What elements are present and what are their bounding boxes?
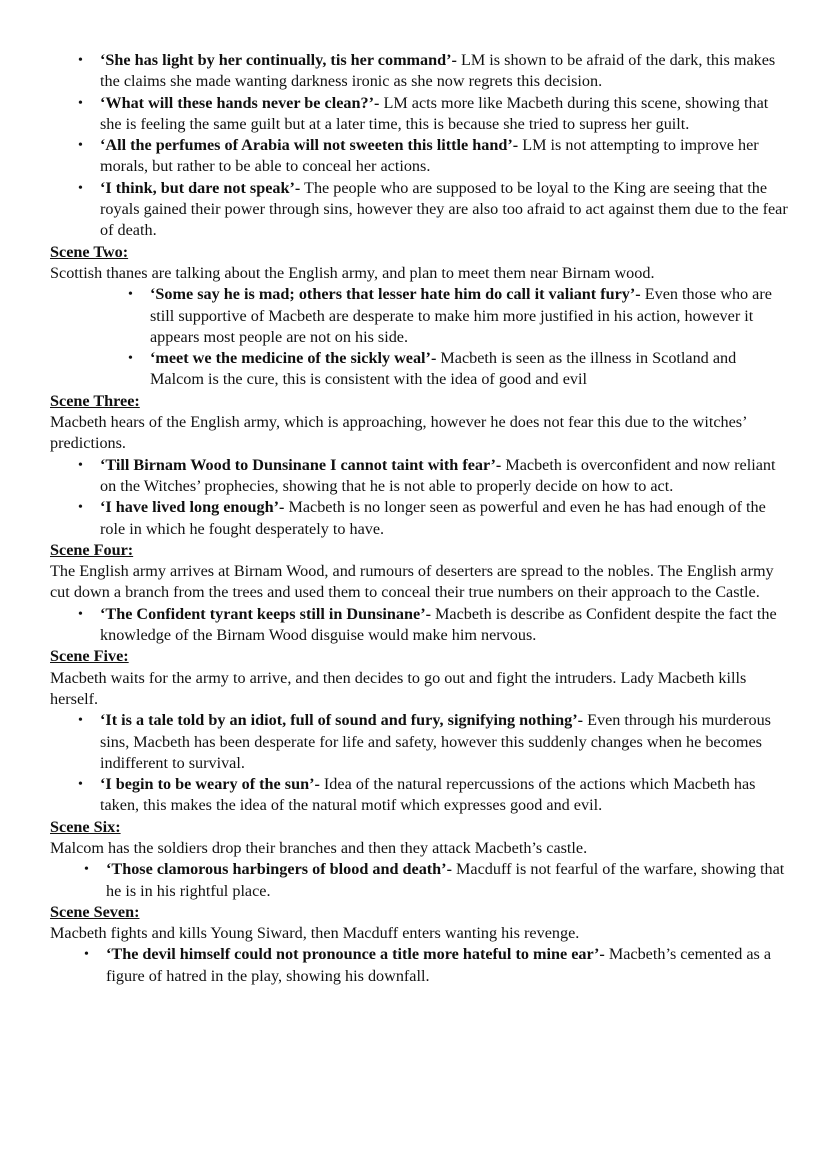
analysis-text: Macbeth is seen as the illness in Scotland and Malcom is the cure, this is consistent with the idea of good and evil [150, 349, 737, 389]
list-item [50, 710, 790, 774]
list-item [50, 774, 790, 817]
list-item [50, 135, 790, 178]
bullet-icon: • [128, 287, 133, 303]
quote-text: ‘It is a tale told by an idiot, full of sound and fury, signifying nothing’- [100, 711, 584, 730]
scene-five-section [50, 646, 790, 816]
analysis-text: LM is shown to be afraid of the dark, this makes the claims she made wanting darkness ironic as she now regrets this decision. [100, 51, 776, 91]
bullet-icon: • [128, 351, 133, 367]
bullet-icon: • [78, 138, 83, 154]
scene-summary: Macbeth hears of the English army, which is approaching, however he does not fear this due to the witches’ predictions. [50, 413, 747, 453]
scene-heading: Scene Four: [50, 540, 134, 559]
quote-text: ‘Some say he is mad; others that lesser hate him do call it valiant fury’- [150, 285, 641, 304]
scene-heading: Scene Seven: [50, 902, 140, 921]
analysis-text: Macbeth is overconfident and now reliant on the Witches’ prophecies, showing that he is not able to properly decide on how to act. [100, 455, 776, 495]
bullet-icon: • [78, 457, 83, 473]
quote-text: ‘Till Birnam Wood to Dunsinane I cannot taint with fear’- [100, 455, 502, 474]
analysis-text: LM is not attempting to improve her morals, but rather to be able to conceal her actions. [100, 136, 759, 176]
scene-summary: Macbeth waits for the army to arrive, and then decides to go out and fight the intruders. Lady Macbeth kills herself. [50, 668, 747, 708]
analysis-text: Macbeth is no longer seen as powerful and even he has had enough of the role in which he fought desperately to have. [100, 498, 766, 538]
bullet-icon: • [78, 53, 83, 68]
scene-four-section [50, 540, 790, 646]
quote-text: ‘meet we the medicine of the sickly weal’- [150, 349, 437, 368]
scene-three-section [50, 391, 790, 540]
quote-text: ‘The devil himself could not pronounce a title more hateful to mine ear’- [106, 945, 605, 964]
intro-bullet-list [50, 50, 790, 242]
scene-heading: Scene Two: [50, 242, 129, 261]
document-page [50, 50, 790, 987]
list-item [50, 455, 790, 498]
analysis-text: Macduff is not fearful of the warfare, showing that he is in his rightful place. [106, 860, 785, 900]
scene-summary: Malcom has the soldiers drop their branches and then they attack Macbeth’s castle. [50, 838, 588, 857]
quote-text: ‘Those clamorous harbingers of blood and death’- [106, 860, 452, 879]
scene-bullet-list [50, 604, 790, 647]
scene-heading: Scene Three: [50, 391, 140, 410]
scene-seven-section [50, 902, 790, 987]
bullet-icon: • [84, 947, 89, 963]
scene-heading: Scene Six: [50, 817, 121, 836]
analysis-text: Macbeth is describe as Confident despite the fact the knowledge of the Birnam Wood disguise would make him nervous. [100, 604, 777, 645]
analysis-text: Even those who are still supportive of Macbeth are desperate to make him more justified in his action, however it appears most people are not on his side. [150, 285, 772, 346]
list-item [50, 93, 790, 136]
scene-summary: The English army arrives at Birnam Wood, and rumours of deserters are spread to the nobles. The English army cut down a branch from the trees and used them to conceal their true numbers on their approach to the Castle. [50, 562, 774, 602]
scene-summary: Scottish thanes are talking about the English army, and plan to meet them near Birnam wood. [50, 263, 655, 282]
bullet-icon: • [78, 500, 83, 516]
list-item [50, 284, 790, 348]
quote-text: ‘I have lived long enough’- [100, 498, 285, 517]
list-item [50, 859, 790, 902]
list-item [50, 178, 790, 242]
scene-bullet-list [50, 944, 790, 987]
quote-text: ‘I think, but dare not speak’- [100, 178, 301, 197]
quote-text: ‘She has light by her continually, tis her command’- [100, 51, 457, 69]
scene-bullet-list [50, 859, 790, 902]
scene-bullet-list [50, 284, 790, 390]
analysis-text: Even through his murderous sins, Macbeth has been desperate for life and safety, however this suddenly changes when he becomes indifferent to survival. [100, 711, 771, 772]
scene-two-section [50, 242, 790, 391]
analysis-text: Macbeth’s cemented as a figure of hatred in the play, showing his downfall. [106, 945, 772, 985]
list-item [50, 944, 790, 987]
scene-bullet-list [50, 455, 790, 540]
bullet-icon: • [78, 777, 83, 793]
list-item [50, 604, 790, 647]
list-item [50, 50, 790, 93]
bullet-icon: • [84, 862, 89, 878]
analysis-text: Idea of the natural repercussions of the actions which Macbeth has taken, this makes the idea of the natural motif which expresses good and evil. [100, 775, 756, 815]
quote-text: ‘What will these hands never be clean?’- [100, 93, 380, 112]
quote-text: ‘The Confident tyrant keeps still in Dunsinane’- [100, 604, 431, 623]
bullet-icon: • [78, 180, 83, 196]
bullet-icon: • [78, 713, 83, 729]
analysis-text: LM acts more like Macbeth during this scene, showing that she is feeling the same guilt but at a later time, this is because she tried to supress her guilt. [100, 93, 769, 133]
quote-text: ‘All the perfumes of Arabia will not sweeten this little hand’- [100, 136, 519, 155]
analysis-text: The people who are supposed to be loyal to the King are seeing that the royals gained their power through sins, however they are also too afraid to act against them due to the fear of death. [100, 178, 788, 240]
scene-summary: Macbeth fights and kills Young Siward, then Macduff enters wanting his revenge. [50, 924, 580, 943]
bullet-icon: • [78, 95, 83, 111]
scene-heading: Scene Five: [50, 647, 129, 666]
bullet-icon: • [78, 606, 83, 622]
list-item [50, 497, 790, 540]
scene-bullet-list [50, 710, 790, 816]
list-item [50, 348, 790, 391]
scene-six-section [50, 817, 790, 902]
quote-text: ‘I begin to be weary of the sun’- [100, 775, 320, 794]
